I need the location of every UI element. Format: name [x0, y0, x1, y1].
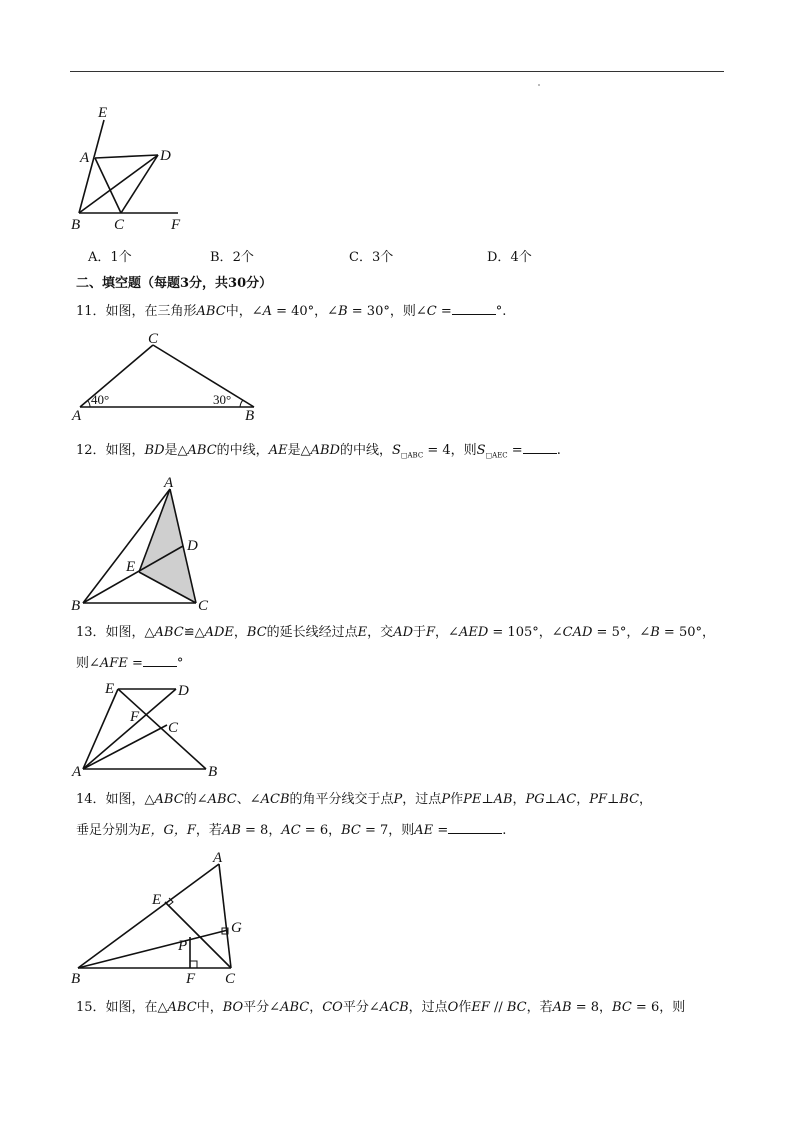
option-d-letter: D．: [487, 250, 511, 265]
fig13-label-d: D: [178, 683, 189, 699]
option-a-text: 1个: [110, 250, 132, 265]
fig14-line-ac: [219, 864, 231, 968]
fig13-label-f: F: [130, 709, 140, 725]
fig12-label-e: E: [126, 559, 136, 575]
fig14-right-angle-f: [190, 961, 197, 968]
fig13-label-a: A: [72, 764, 82, 780]
fig10-label-b: B: [71, 217, 81, 233]
fig14-label-f: F: [186, 971, 196, 987]
option-d-text: 4个: [510, 250, 532, 265]
fig11-angle-a: 40°: [91, 392, 110, 407]
fig13-label-c: C: [168, 720, 179, 736]
fig10-label-d: D: [160, 148, 171, 164]
fig14-label-a: A: [213, 850, 223, 866]
option-b-text: 2个: [232, 250, 254, 265]
fig11-label-b: B: [245, 408, 255, 424]
fig13-label-e: E: [105, 681, 115, 697]
fig14-label-c: C: [225, 971, 236, 987]
fig12-label-c: C: [198, 598, 209, 614]
fig14-line-bg: [78, 930, 228, 968]
fig14-label-e: E: [152, 892, 162, 908]
fig12-label-d: D: [187, 538, 198, 554]
question-14-text-line2: 垂足分别为E，G，F，若AB = 8，AC = 6，BC = 7，则AE = .: [76, 823, 507, 838]
fig14-line-ec: [165, 902, 231, 968]
fig10-label-e: E: [98, 105, 108, 121]
option-b-letter: B．: [210, 250, 233, 265]
fig10-label-f: F: [171, 217, 181, 233]
fig10-label-a: A: [80, 150, 90, 166]
option-a-letter: A．: [88, 250, 111, 265]
option-c-text: 3个: [371, 250, 394, 265]
question-11-text: 11．如图，在三角形ABC中，∠A = 40°，∠B = 30°，则∠C = °.: [76, 304, 507, 319]
question-15-text: 15．如图，在△ABC中，BO平分∠ABC，CO平分∠ACB，过点O作EF // BC，若AB = 8，BC = 6，则: [76, 1000, 686, 1015]
fig14-label-g: G: [231, 920, 242, 936]
fig11-label-c: C: [148, 331, 159, 347]
fig14-label-b: B: [71, 971, 81, 987]
fig14-label-p: P: [178, 938, 188, 954]
fig12-label-a: A: [164, 475, 174, 491]
fig11-label-a: A: [72, 408, 82, 424]
fig12-label-b: B: [71, 598, 81, 614]
question-13-text-line2: 则∠AFE = °: [76, 656, 184, 671]
section-heading: 二、填空题（每题3分，共30分）: [76, 276, 273, 291]
fig10-label-c: C: [114, 217, 125, 233]
fig11-angle-b: 30°: [213, 392, 232, 407]
fig14-line-ba: [78, 864, 219, 968]
question-14-text-line1: 14．如图，△ABC的∠ABC、∠ACB的角平分线交于点P，过点P作PE⊥AB，PG⊥AC，PF⊥BC，: [76, 792, 653, 807]
question-13-text-line1: 13．如图，△ABC≌△ADE，BC的延长线经过点E，交AD于F，∠AED = 105°，∠CAD = 5°，∠B = 50°，: [76, 625, 715, 640]
option-c-letter: C．: [349, 250, 372, 265]
question-12-text: 12．如图，BD是△ABC的中线，AE是△ABD的中线，$S_{□ABC} = 4$，则$S_{□AEC}$ = .: [76, 443, 561, 460]
fig13-label-b: B: [208, 764, 218, 780]
